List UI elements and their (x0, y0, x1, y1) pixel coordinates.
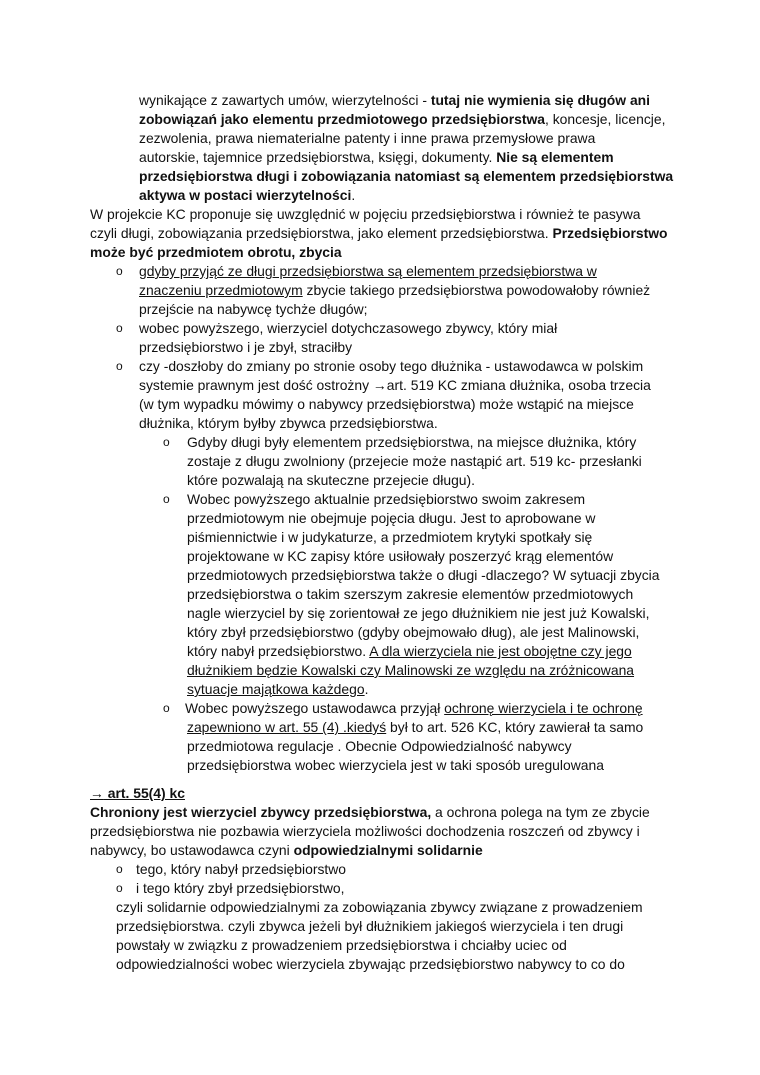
text: systemie prawnym jest dość ostrożny (139, 377, 373, 393)
intro-line: przedsiębiorstwa długi i zobowiązania natomiast są elementem przedsiębiorstwa (139, 168, 674, 184)
section-line: powstały w związku z prowadzeniem przedsiębiorstwa i chciałby uciec od (116, 937, 567, 953)
text: Wobec powyższego ustawodawca przyjął (185, 700, 445, 716)
section-line: przedsiębiorstwa. czyli zbywca jeżeli był dłużnikiem jakiegoś wierzyciela i ten drugi (116, 918, 624, 934)
underlined-text: znaczeniu przedmiotowym (139, 282, 303, 298)
text: . (364, 681, 369, 697)
intro-line (139, 91, 650, 109)
sublist-item-line: zostaje z długu zwolniony (przejecie może nastąpić art. 519 kc- przesłanki (187, 453, 642, 469)
bold-text: odpowiedzialnymi solidarnie (293, 842, 483, 858)
bullet-marker: o (116, 862, 123, 876)
sublist-item-line: przedmiotowym nie obejmuje pojęcia długu. Jest to aprobowane w (187, 510, 596, 526)
text: autorskie, tajemnice przedsiębiorstwa, księgi, dokumenty. (139, 149, 497, 165)
bullet-marker: o (116, 321, 123, 335)
projekt-line: W projekcie KC proponuje się uwzględnić w pojęciu przedsiębiorstwa i również te pasywa (90, 206, 641, 222)
sublist-item-line (185, 699, 643, 717)
projekt-line (90, 224, 668, 242)
text: wynikające z zawartych umów, wierzytelności - (139, 92, 431, 108)
underlined-text: zapewniono w art. 55 (4) .kiedyś (187, 719, 387, 735)
section-line (90, 841, 483, 859)
list-item-line (139, 281, 650, 299)
list-item-line (139, 376, 651, 394)
list-item-line: przejście na nabywcę tychże długów; (139, 301, 368, 317)
bullet-marker: o (116, 881, 123, 895)
sublist-item-line: nagle wierzyciel by się zorientował ze jego dłużnikiem nie jest już Kowalski, (187, 605, 650, 621)
text: , koncesje, licencje, (544, 111, 666, 127)
bullet-marker: o (163, 492, 170, 506)
intro-line (139, 110, 665, 128)
bold-text: aktywa w postaci wierzytelności (139, 187, 352, 203)
text: zbycie takiego przedsiębiorstwa powodowałoby również (302, 282, 651, 298)
bullet-marker: o (116, 359, 123, 373)
sublist-item-line: dłużnikiem będzie Kowalski czy Malinowski ze względu na zróżnicowana (187, 662, 635, 678)
bold-text: Przedsiębiorstwo (552, 225, 668, 241)
arrow-right-icon: → (372, 377, 387, 393)
sublist-item-line (187, 642, 632, 660)
bullet-marker: o (116, 264, 123, 278)
list-item-line: dłużnika, którym byłby zbywca przedsiębiorstwa. (139, 415, 438, 431)
text: nabywcy, bo ustawodawca czyni (90, 842, 294, 858)
bullet-marker: o (163, 701, 170, 715)
text: był to art. 526 KC, który zawierał ta samo (386, 719, 644, 735)
sublist-item-line: przedmiotowych przedsiębiorstwa także o długi -dlaczego? W sytuacji zbycia (187, 567, 660, 583)
arrow-right-icon: → (90, 785, 104, 801)
sublist-item-line: Wobec powyższego aktualnie przedsiębiorstwo swoim zakresem (187, 491, 586, 507)
sublist-item-line: projektowane w KC zapisy które usiłowały poszerzyć krąg elementów (187, 548, 614, 564)
section-line: czyli solidarnie odpowiedzialnymi za zobowiązania zbywcy związane z prowadzeniem (116, 899, 643, 915)
list-item-line: tego, który nabył przedsiębiorstwo (136, 861, 347, 877)
sublist-item-line: który zbył przedsiębiorstwo (gdyby obejmowało dług), ale jest Malinowski, (187, 624, 640, 640)
list-item-line: wobec powyższego, wierzyciel dotychczasowego zbywcy, który miał (139, 320, 558, 336)
section-line: odpowiedzialności wobec wierzyciela zbywając przedsiębiorstwo nabywcy to co do (116, 956, 625, 972)
heading-text: art. 55(4) kc (103, 785, 185, 801)
text: który nabył przedsiębiorstwo. (187, 643, 370, 659)
list-item-line: (w tym wypadku mówimy o nabywcy przedsiębiorstwa) może wstąpić na miejsce (139, 396, 634, 412)
underlined-text: sytuacje majątkowa każdego (187, 681, 365, 697)
intro-line (139, 186, 355, 204)
bullet-marker: o (163, 435, 170, 449)
sublist-item-line: przedsiębiorstwa wobec wierzyciela jest w taki sposób uregulowana (187, 757, 604, 773)
sublist-item-line (187, 718, 643, 736)
text: art. 519 KC zmiana dłużnika, osoba trzecia (386, 377, 651, 393)
sublist-item-line: które pozwalają na skuteczne przejecie długu). (187, 472, 476, 488)
list-item-line: i tego który zbył przedsiębiorstwo, (136, 880, 345, 896)
list-item-line: przedsiębiorstwo i je zbył, straciłby (139, 339, 353, 355)
text: czyli długi, zobowiązania przedsiębiorstwa, jako element przedsiębiorstwa. (90, 225, 553, 241)
bold-text: tutaj nie wymienia się długów ani (430, 92, 651, 108)
sublist-item-line: Gdyby długi były elementem przedsiębiorstwa, na miejsce dłużnika, który (187, 434, 637, 450)
intro-line: zezwolenia, prawa niematerialne patenty i inne prawa przemysłowe prawa (139, 130, 596, 146)
section-line (90, 803, 650, 821)
intro-line (139, 148, 614, 166)
bold-text: zobowiązań jako elementu przedmiotowego przedsiębiorstwa (139, 111, 545, 127)
bold-text: Chroniony jest wierzyciel zbywcy przedsiębiorstwa, (90, 804, 432, 820)
list-item-line: gdyby przyjąć ze długi przedsiębiorstwa są elementem przedsiębiorstwa w (139, 263, 597, 279)
text: . (351, 187, 356, 203)
bold-text: Nie są elementem (496, 149, 614, 165)
sublist-item-line: piśmiennictwie i w judykaturze, a przedmiotem krytyki spotkały się (187, 529, 593, 545)
projekt-line: może być przedmiotem obrotu, zbycia (90, 244, 342, 260)
sublist-item-line: przedmiotowa regulacje . Obecnie Odpowiedzialność nabywcy (187, 738, 572, 754)
text: a ochrona polega na tym ze zbycie (431, 804, 650, 820)
section-line: przedsiębiorstwa nie pozbawia wierzyciela możliwości dochodzenia roszczeń od zbywcy i (90, 823, 640, 839)
sublist-item-line: przedsiębiorstwa o takim szerszym zakresie elementów przedmiotowych (187, 586, 634, 602)
list-item-line: czy -doszłoby do zmiany po stronie osoby tego dłużnika - ustawodawca w polskim (139, 358, 644, 374)
section-heading (90, 784, 185, 802)
underlined-text: ochronę wierzyciela i te ochronę (444, 700, 643, 716)
underlined-text: A dla wierzyciela nie jest obojętne czy jego (369, 643, 632, 659)
sublist-item-line (187, 680, 368, 698)
